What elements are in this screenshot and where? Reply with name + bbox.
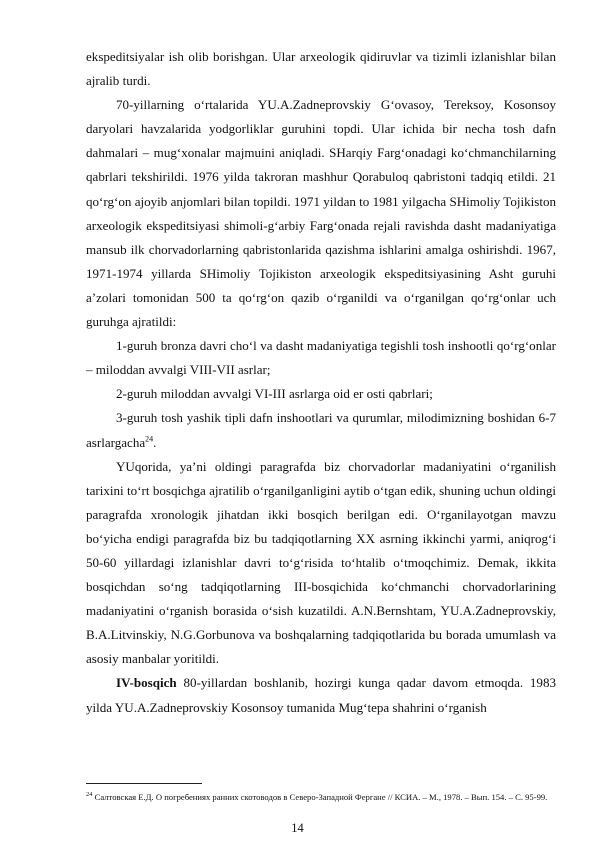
stage-4-text: 80-yillardan boshlanib, hozirgi kunga qadar davom etmoqda. 1983 yilda YU.A.Zadneprovskiy Kosonsoy tumanida Mug‘tepa shahrini o‘rganish	[86, 675, 556, 715]
group-3-tail: .	[153, 434, 157, 450]
group-3-text: 3-guruh tosh yashik tipli dafn inshootlari va qurumlar, milodimizning boshidan 6-7 asrlargacha	[86, 410, 556, 450]
paragraph-stages: YUqorida, ya’ni oldingi paragrafda biz chorvadorlar madaniyatini o‘rganilish tarixini to‘rt bosqichga ajratilib o‘rganilganligini aytib o‘tgan edik, shuning uchun oldingi paragrafda xronologik jihatdan ikki bosqich berilgan edi. O‘rganilayotgan mavzu bo‘yicha endigi paragrafda biz bu tadqiqotlarning XX asrning ikkinchi yarmi, aniqrog‘i 50-60 yillardagi izlanishlar davri to‘g‘risida to‘htalib o‘tmoqchimiz. Demak, ikkita bosqichdan so‘ng tadqiqotlarning III-bosqichida ko‘chmanchi chorvadorlarining madaniyatini o‘rganish borasida o‘sish kuzatildi. A.N.Bernshtam, YU.A.Zadneprovskiy, B.A.Litvinskiy, N.G.Gorbunova va boshqalarning tadqiqotlarida bu borada umumlash va asosiy manbalar yoritildi.	[86, 458, 556, 667]
paragraph-continuation: ekspeditsiyalar ish olib borishgan. Ular arxeologik qidiruvlar va tizimli izlanishlar bilan ajralib turdi.	[86, 49, 556, 89]
footnote-reference[interactable]: 24	[145, 434, 154, 444]
paragraph-group-2: 2-guruh miloddan avvalgi VI-III asrlarga oid er osti qabrlari;	[116, 386, 433, 402]
body-text	[86, 45, 556, 720]
paragraph-group-3	[86, 406, 556, 454]
footnote	[86, 790, 556, 804]
page-number: 14	[291, 821, 304, 835]
paragraph-group-1: 1-guruh bronza davri cho‘l va dasht madaniyatiga tegishli tosh inshootli qo‘rg‘onlar – miloddan avvalgi VIII-VII asrlar;	[86, 338, 556, 378]
paragraph-stage-4	[86, 671, 556, 719]
footnote-number: 24	[86, 791, 93, 799]
stage-4-heading: IV-bosqich	[116, 675, 177, 691]
footnote-divider	[86, 783, 202, 784]
footnote-text: Салтовская Е.Д. О погребениях ранних скотоводов в Северо-Западной Фергане // КСИА. – М., 1978. – Вып. 154. – С. 95-99.	[92, 792, 548, 802]
paragraph-zadneprovskiy: 70-yillarning o‘rtalarida YU.A.Zadneprovskiy G‘ovasoy, Tereksoy, Kosonsoy daryolari havzalarida yodgorliklar guruhini topdi. Ular ichida bir necha tosh dafn dahmalari – mug‘xonalar majmuini aniqladi. SHarqiy Farg‘onadagi ko‘chmanchilarning qabrlari tekshirildi. 1976 yilda takroran mashhur Qorabuloq qabristoni tadqiq etildi. 21 qo‘rg‘on ajoyib anjomlari bilan topildi. 1971 yildan to 1981 yilgacha SHimoliy Tojikiston arxeologik ekspeditsiyasi shimoli-g‘arbiy Farg‘onada rejali ravishda dasht madaniyatiga mansub ilk chorvadorlarning qabristonlarida qazishma ishlarini amalga oshirishdi. 1967, 1971-1974 yillarda SHimoliy Tojikiston arxeologik ekspeditsiyasining Asht guruhi a’zolari tomonidan 500 ta qo‘rg‘on qazib o‘rganildi va o‘rganilgan qo‘rg‘onlar uch guruhga ajratildi:	[86, 97, 556, 330]
